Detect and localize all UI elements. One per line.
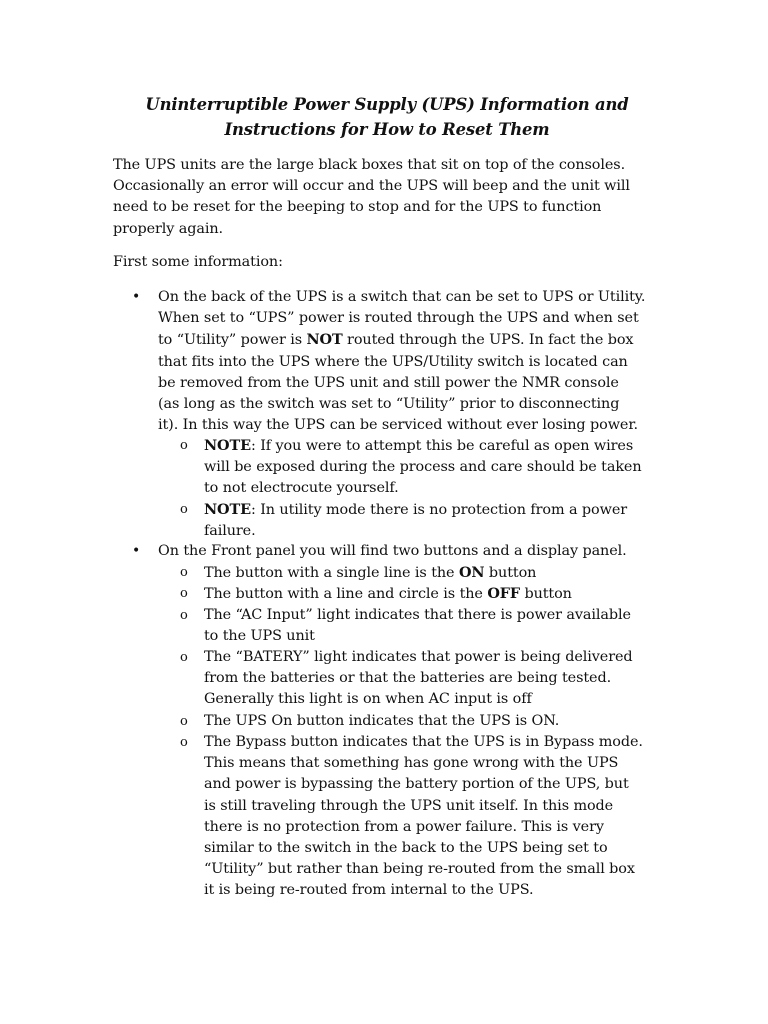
bullet-line: it). In this way the UPS can be serviced without ever losing power. xyxy=(158,417,639,434)
intro-paragraph xyxy=(113,155,673,240)
text-run: The button with a single line is the xyxy=(204,565,459,581)
sub-line: Generally this light is on when AC input is off xyxy=(204,691,532,708)
sub-line: The Bypass button indicates that the UPS is in Bypass mode. xyxy=(204,734,643,750)
text-run: routed through the UPS. In fact the box xyxy=(342,332,634,349)
sub-line: is still traveling through the UPS unit itself. In this mode xyxy=(204,797,614,814)
bold-text: NOT xyxy=(306,331,343,349)
sub-item-ups-on xyxy=(180,711,660,732)
sub-line: from the batteries or that the batteries are being tested. xyxy=(204,670,612,687)
sub-item-on-button xyxy=(180,562,660,584)
bullet-marker: • xyxy=(132,543,141,559)
sub-line: and power is bypassing the battery portion of the UPS, but xyxy=(204,776,629,793)
text-run: button xyxy=(484,565,537,581)
sub-item-ac-input xyxy=(180,605,660,647)
text-run: : If you were to attempt this be careful as open wires xyxy=(250,438,634,454)
sub-line: The “AC Input” light indicates that there is power available xyxy=(204,607,631,623)
title-line-1: Uninterruptible Power Supply (UPS) Information and xyxy=(145,95,629,114)
bullet-line: (as long as the switch was set to “Utility” prior to disconnecting xyxy=(158,396,620,413)
sub-line: The “BATERY” light indicates that power is being delivered xyxy=(204,649,633,665)
bullet-back-switch xyxy=(132,287,663,436)
bold-text: ON xyxy=(458,564,485,581)
sub-marker: o xyxy=(180,714,188,729)
intro-line: properly again. xyxy=(113,220,223,237)
sub-item-note-utility xyxy=(180,499,660,542)
text-run: to “Utility” power is xyxy=(158,332,307,349)
bullet-line: On the back of the UPS is a switch that can be set to UPS or Utility. xyxy=(158,289,646,305)
sub-item-bypass xyxy=(180,732,660,902)
bold-text: OFF xyxy=(487,585,520,602)
sub-line xyxy=(204,499,660,521)
sub-marker: o xyxy=(180,650,188,665)
first-info-heading: First some information: xyxy=(113,254,283,270)
sub-marker: o xyxy=(180,586,188,601)
bullet-front-panel xyxy=(132,541,663,562)
sub-line: This means that something has gone wrong with the UPS xyxy=(204,755,619,772)
sub-item-note-wires xyxy=(180,435,660,500)
sub-marker: o xyxy=(180,735,188,750)
bullet-line: that fits into the UPS where the UPS/Utility switch is located can xyxy=(158,353,628,370)
sub-line: failure. xyxy=(204,523,256,540)
sub-marker: o xyxy=(180,438,188,453)
sub-line: “Utility” but rather than being re-routed from the small box xyxy=(204,861,635,878)
bullet-line: On the Front panel you will find two buttons and a display panel. xyxy=(158,543,627,559)
sub-line xyxy=(204,583,660,605)
intro-line: The UPS units are the large black boxes that sit on top of the consoles. xyxy=(113,157,626,173)
sub-line xyxy=(204,562,660,584)
sub-item-battery-light xyxy=(180,647,660,711)
intro-line: need to be reset for the beeping to stop and for the UPS to function xyxy=(113,199,602,216)
intro-line: Occasionally an error will occur and the UPS will beep and the unit will xyxy=(113,178,630,195)
sub-marker: o xyxy=(180,502,188,517)
sub-line: to the UPS unit xyxy=(204,628,315,645)
sub-line: The UPS On button indicates that the UPS is ON. xyxy=(204,713,560,729)
sub-line: similar to the switch in the back to the UPS being set to xyxy=(204,840,608,857)
text-run: The button with a line and circle is the xyxy=(204,586,488,602)
text-run: button xyxy=(519,586,572,602)
text-run: : In utility mode there is no protection from a power xyxy=(250,502,628,518)
sub-marker: o xyxy=(180,565,188,580)
bullet-marker: • xyxy=(132,289,141,305)
document-title xyxy=(100,92,674,142)
sub-line: to not electrocute yourself. xyxy=(204,480,399,497)
sub-line xyxy=(204,435,660,457)
bullet-line: be removed from the UPS unit and still power the NMR console xyxy=(158,374,619,391)
sub-line: there is no protection from a power failure. This is very xyxy=(204,818,604,835)
title-line-2: Instructions for How to Reset Them xyxy=(224,120,550,139)
note-label: NOTE xyxy=(204,501,251,518)
sub-line: it is being re-routed from internal to the UPS. xyxy=(204,882,534,899)
sub-item-off-button xyxy=(180,583,660,605)
bullet-line xyxy=(158,329,663,351)
sub-line: will be exposed during the process and care should be taken xyxy=(204,459,642,476)
bullet-line: When set to “UPS” power is routed through the UPS and when set xyxy=(158,310,639,327)
sub-marker: o xyxy=(180,608,188,623)
note-label: NOTE xyxy=(204,437,251,454)
